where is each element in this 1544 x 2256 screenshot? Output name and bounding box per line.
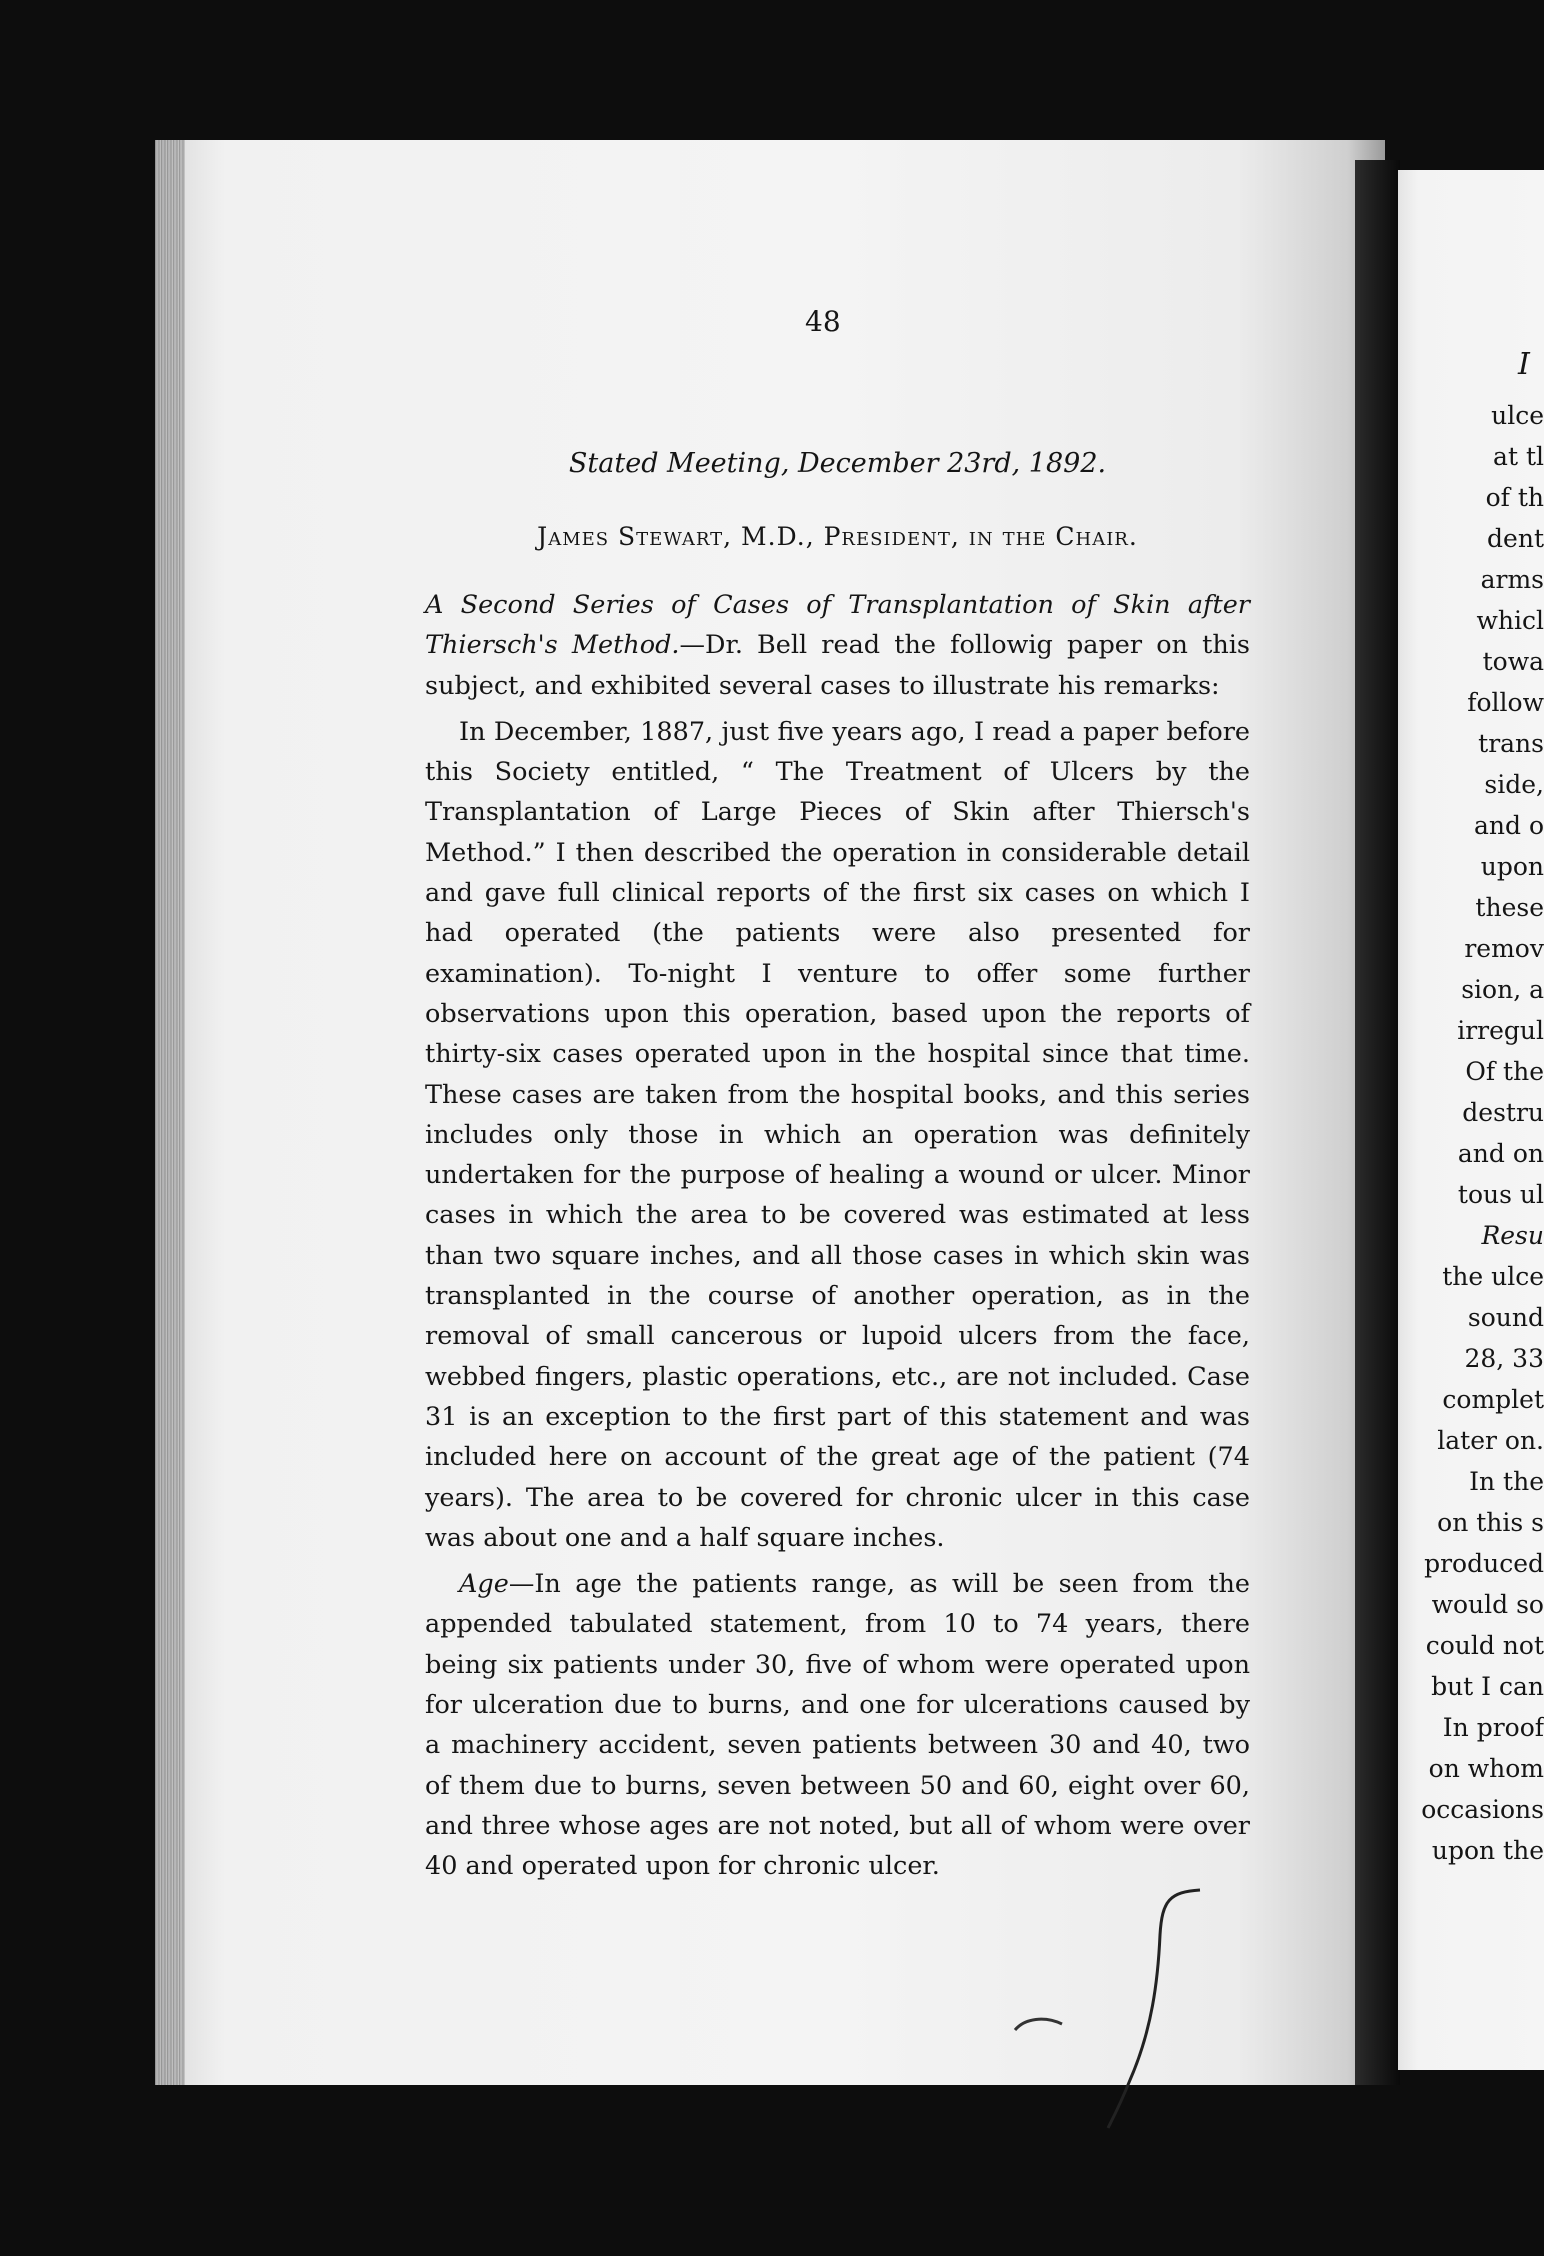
right-page-fragment-line: tous ul — [1457, 1180, 1544, 1209]
right-page-fragment-line: and o — [1473, 811, 1544, 840]
right-page-fragment-line: produced — [1424, 1549, 1544, 1578]
meeting-date-line: Stated Meeting, December 23rd, 1892. — [568, 448, 1107, 479]
right-page-fragment-line: on this s — [1437, 1508, 1544, 1537]
right-page-fragment-line: the ulce — [1442, 1262, 1544, 1291]
right-page-fragment-line: complet — [1442, 1385, 1544, 1414]
right-page-fragment-line: but I can — [1431, 1672, 1544, 1701]
right-page-fragment-line: upon — [1480, 852, 1544, 881]
right-page-fragment-line: ulce — [1491, 401, 1544, 430]
right-page-fragment-line: remov — [1464, 934, 1544, 963]
right-page-fragment-line: would so — [1431, 1590, 1544, 1619]
article-title: A Second Series of Cases of Transplantation of Skin after Thiersch's Method. — [425, 590, 1250, 661]
article-heading-paragraph — [425, 585, 1250, 706]
right-page-top-letter: I — [1518, 347, 1530, 382]
paragraph-introduction: In December, 1887, just five years ago, I read a paper before this Society entitled, “ The Treatment of Ulcers by the Transplantation of Large Pieces of Skin after Thiersch's Method.” I then described the operation in considerable detail and gave full clinical reports of the first six cases on which I had operated (the patients were also presented for examination). To-night I venture to offer some further observations upon this operation, based upon the reports of thirty-six cases operated upon in the hospital since that time. These cases are taken from the hospital books, and this series includes only those in which an operation was definitely undertaken for the purpose of healing a wound or ulcer. Minor cases in which the area to be covered was estimated at less than two square inches, and all those cases in which skin was transplanted in the course of another operation, as in the removal of small cancerous or lupoid ulcers from the face, webbed fingers, plastic operations, etc., are not included. Case 31 is an exception to the first part of this statement and was included here on account of the great age of the patient (74 years). The area to be covered for chronic ulcer in this case was about one and a half square inches. — [425, 716, 1250, 1553]
article-body — [425, 585, 1250, 1893]
pen-stroke-mark — [1090, 1880, 1210, 2130]
right-page-fragment-line: trans — [1478, 729, 1544, 758]
paragraph-age-text: —In age the patients range, as will be seen from the appended tabulated statement, from 10 to 74 years, there being six patients under 30, five of whom were operated upon for ulceration due to burns, and one for ulcerations caused by a machinery accident, seven patients between 30 and 40, two of them due to burns, seven between 50 and 60, eight over 60, and three whose ages are not noted, but all of whom were over 40 and operated upon for chronic ulcer. — [425, 1569, 1250, 1882]
right-page-fragment-line: of th — [1485, 483, 1544, 512]
right-page-fragment-column — [1410, 395, 1544, 1871]
right-page-fragment-line: occasions — [1421, 1795, 1544, 1824]
right-page-fragment-line: on whom — [1428, 1754, 1544, 1783]
right-page-fragment-line: whicl — [1476, 606, 1544, 635]
right-page-fragment-line: Of the — [1465, 1057, 1544, 1086]
right-page-fragment-line: irregul — [1457, 1016, 1544, 1045]
ink-smudge-mark — [1010, 2010, 1070, 2040]
right-page-fragment-line: In the — [1469, 1467, 1544, 1496]
right-page-fragment-line: upon the — [1431, 1836, 1544, 1865]
right-page-fragment-line: later on. — [1437, 1426, 1544, 1455]
right-page-fragment-line: dent — [1487, 524, 1544, 553]
right-page-fragment-line: follow — [1467, 688, 1544, 717]
right-page-fragment-line: 28, 33 — [1464, 1344, 1544, 1373]
right-page-fragment-line: arms — [1480, 565, 1544, 594]
chair-line: James Stewart, M.D., President, in the Chair. — [537, 522, 1138, 551]
paragraph-age — [425, 1564, 1250, 1886]
page-number: 48 — [805, 305, 841, 338]
right-page-fragment-line: destru — [1462, 1098, 1544, 1127]
right-page-fragment-line: towa — [1482, 647, 1544, 676]
right-page-fragment-line: sion, a — [1461, 975, 1544, 1004]
right-page-fragment-line: In proof — [1442, 1713, 1544, 1742]
article-lead: —Dr. Bell read the followig paper on this subject, and exhibited several cases to illustrate his remarks: — [425, 630, 1250, 701]
right-page-fragment-line: sound — [1467, 1303, 1544, 1332]
right-page-fragment-line: Resu — [1481, 1221, 1544, 1250]
right-page-fragment-line: could not — [1425, 1631, 1544, 1660]
right-page-fragment-line: side, — [1484, 770, 1544, 799]
right-page-fragment-line: and on — [1457, 1139, 1544, 1168]
book-gutter-shadow — [1355, 160, 1400, 2085]
page-edge-stack — [155, 140, 185, 2085]
section-label-age: Age — [459, 1569, 509, 1600]
right-page-fragment-line: at tl — [1493, 442, 1544, 471]
right-page-fragment-line: these — [1475, 893, 1544, 922]
